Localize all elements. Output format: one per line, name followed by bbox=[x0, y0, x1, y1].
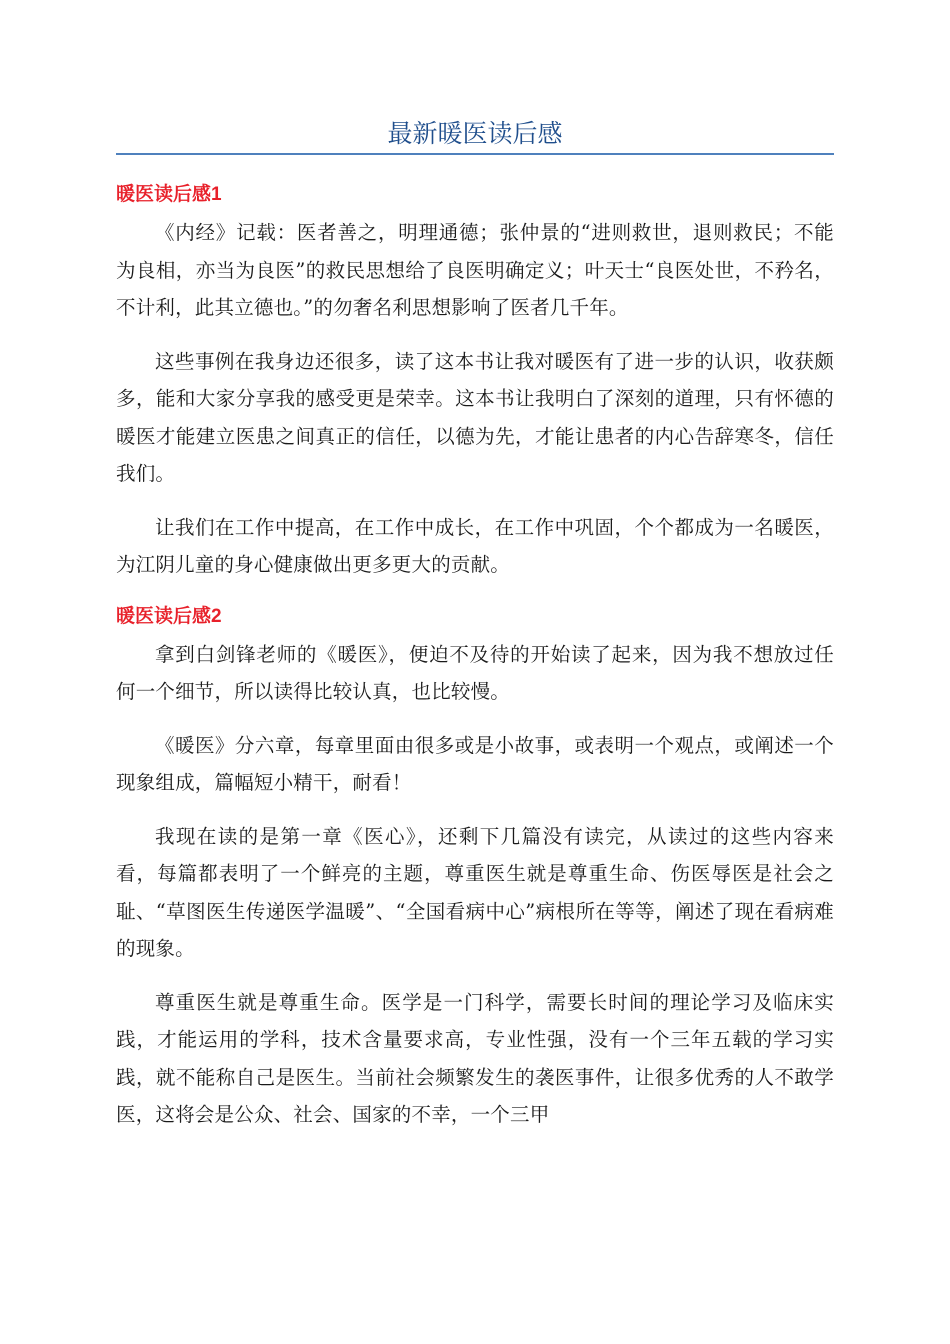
paragraph: 《内经》记载：医者善之，明理通德；张仲景的“进则救世，退则救民；不能为良相，亦当为良医”的救民思想给了良医明确定义；叶天士“良医处世，不矜名，不计利，此其立德也。”的勿奢名利思想影响了医者几千年。 bbox=[116, 221, 834, 319]
paragraph: 拿到白剑锋老师的《暖医》，便迫不及待的开始读了起来，因为我不想放过任何一个细节，所以读得比较认真，也比较慢。 bbox=[116, 642, 834, 703]
document-title: 最新暖医读后感 bbox=[387, 119, 563, 148]
paragraph: 我现在读的是第一章《医心》，还剩下几篇没有读完，从读过的这些内容来看，每篇都表明了一个鲜亮的主题，尊重医生就是尊重生命、伤医辱医是社会之耻、“草图医生传递医学温暖”、“全国看病中心”病根所在等等，阐述了现在看病难的现象。 bbox=[116, 824, 834, 960]
paragraph: 《暖医》分六章，每章里面由很多或是小故事，或表明一个观点，或阐述一个现象组成，篇幅短小精干，耐看！ bbox=[116, 733, 834, 794]
section-heading: 暖医读后感1 bbox=[116, 184, 222, 205]
paragraph: 尊重医生就是尊重生命。医学是一门科学，需要长时间的理论学习及临床实践，才能运用的学科，技术含量要求高，专业性强，没有一个三年五载的学习实践，就不能称自己是医生。当前社会频繁发生的袭医事件，让很多优秀的人不敢学医，这将会是公众、社会、国家的不幸，一个三甲 bbox=[116, 990, 834, 1126]
document-body bbox=[116, 178, 834, 1150]
section-1 bbox=[116, 178, 834, 584]
paragraph: 让我们在工作中提高，在工作中成长，在工作中巩固，个个都成为一名暖医，为江阴儿童的身心健康做出更多更大的贡献。 bbox=[116, 515, 834, 576]
section-2 bbox=[116, 600, 834, 1134]
paragraph: 这些事例在我身边还很多，读了这本书让我对暖医有了进一步的认识，收获颇多，能和大家分享我的感受更是荣幸。这本书让我明白了深刻的道理，只有怀德的暖医才能建立医患之间真正的信任，以德为先，才能让患者的内心告辞寒冬，信任我们。 bbox=[116, 349, 834, 485]
title-underline bbox=[116, 153, 834, 155]
section-heading: 暖医读后感2 bbox=[116, 605, 222, 627]
